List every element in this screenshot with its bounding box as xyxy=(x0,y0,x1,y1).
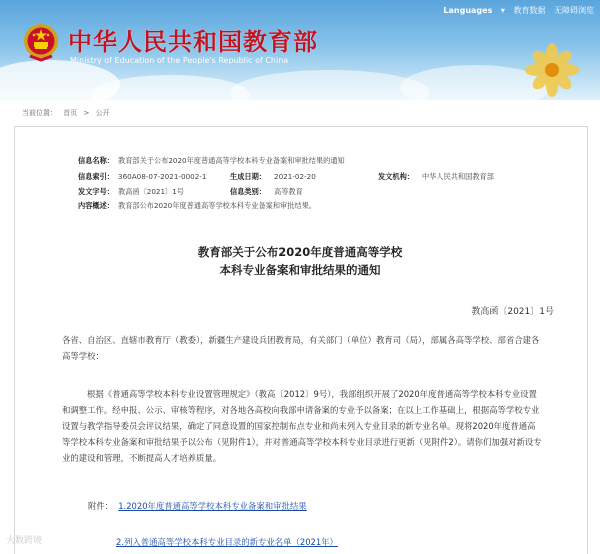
document-number: 教高函〔2021〕1号 xyxy=(471,307,554,317)
meta-label: 信息名称： xyxy=(78,156,114,165)
attachment-label: 附件： xyxy=(88,501,114,511)
breadcrumb-separator: > xyxy=(83,109,90,117)
meta-label: 发文字号： xyxy=(78,187,114,196)
attachment-1-link[interactable]: 1.2020年度普通高等学校本科专业备案和审批结果 xyxy=(118,501,307,511)
attachment-row-2 xyxy=(116,530,338,549)
breadcrumb-public-link[interactable]: 公开 xyxy=(95,109,110,117)
flower-decoration-icon xyxy=(522,40,582,100)
attachment-row-1 xyxy=(88,494,307,513)
watermark-text: 大数跨境 xyxy=(6,536,43,546)
addressee-paragraph: 各省、自治区、直辖市教育厅（教委），新疆生产建设兵团教育局，有关部门（单位）教育司（局），部属各高等学校、部省合建各高等学校： xyxy=(62,335,540,361)
document-title-line1: 教育部关于公布2020年度普通高等学校 xyxy=(197,245,403,259)
document-title-line2: 本科专业备案和审批结果的通知 xyxy=(219,263,381,277)
meta-date: 2021-02-20 xyxy=(274,172,316,181)
national-emblem-icon[interactable] xyxy=(22,22,60,62)
site-header xyxy=(0,0,600,100)
meta-label: 发文机构： xyxy=(378,172,414,181)
attachment-2-link[interactable]: 2.列入普通高等学校本科专业目录的新专业名单（2021年） xyxy=(116,537,338,547)
meta-index: 360A08-07-2021-0002-1 xyxy=(118,172,207,181)
meta-label: 信息类别： xyxy=(230,187,266,196)
meta-label: 信息索引： xyxy=(78,172,114,181)
meta-issuer: 中华人民共和国教育部 xyxy=(422,172,494,181)
meta-category: 高等教育 xyxy=(274,187,303,196)
site-title-en: Ministry of Education of the People's Republic of China xyxy=(70,56,289,65)
meta-summary: 教育部公布2020年度普通高等学校本科专业备案和审批结果。 xyxy=(118,201,316,210)
body-paragraph: 根据《普通高等学校本科专业设置管理规定》（教高〔2012〕9号），我部组织开展了2020年度普通高等学校本科专业设置和调整工作。经申报、公示、审核等程序，对各地各高校向我部申请备案的专业予以备案；在以上工作基础上，根据高等学校专业设置与教学指导委员会评议结果，确定了同意设置的国家控制布点专业和尚未列入专业目录的新专业名单。现将2020年度普通高等学校本科专业备案和审批结果予以公布（见附件1），并对普通高等学校本科专业目录进行更新（见附件2）。请你们加强对新设专业的建设和管理，不断提高人才培养质量。 xyxy=(62,389,542,463)
breadcrumb-prefix: 当前位置： xyxy=(22,109,57,117)
education-data-link[interactable]: 教育数据 xyxy=(513,6,546,15)
meta-label: 内容概述： xyxy=(78,201,114,210)
meta-info-name: 教育部关于公布2020年度普通高等学校本科专业备案和审批结果的通知 xyxy=(118,156,345,165)
meta-doc-no: 教高函〔2021〕1号 xyxy=(118,187,184,196)
breadcrumb-home-link[interactable]: 首页 xyxy=(63,109,78,117)
site-title-cn[interactable]: 中华人民共和国教育部 xyxy=(68,28,318,56)
languages-link[interactable]: Languages xyxy=(443,6,493,15)
accessibility-link[interactable]: 无障碍浏览 xyxy=(554,6,594,15)
meta-label: 生成日期： xyxy=(230,172,266,181)
top-links xyxy=(437,5,594,16)
chevron-down-icon[interactable]: ▾ xyxy=(500,6,505,15)
breadcrumb xyxy=(22,108,114,118)
